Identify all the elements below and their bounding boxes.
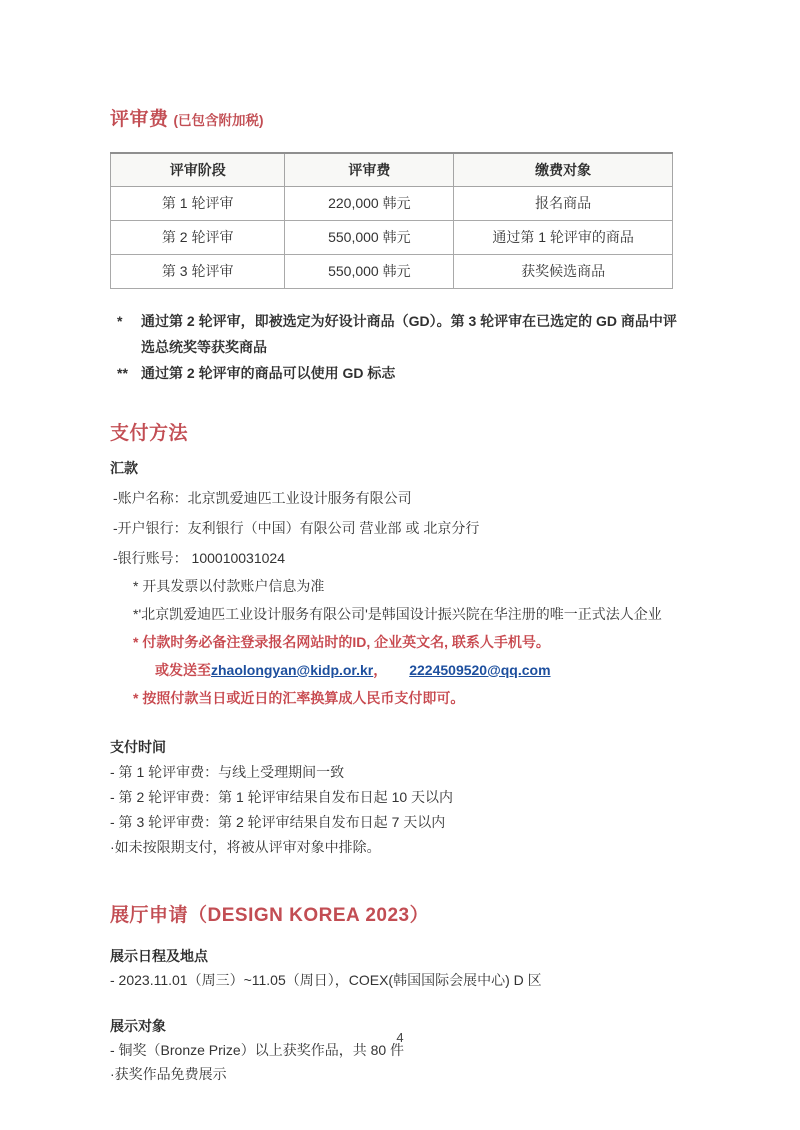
bank-line: -开户银行：友利银行（中国）有限公司 营业部 或 北京分行 — [113, 519, 480, 536]
email-prefix: 或发送至 — [155, 661, 211, 678]
table-cell: 220,000 韩元 — [285, 186, 454, 220]
footnote-gd-mark — [110, 360, 696, 386]
account-name-line: -账户名称：北京凯爱迪匹工业设计服务有限公司 — [113, 489, 412, 506]
review-fee-title-note: (已包含附加税) — [173, 112, 264, 128]
table-footnotes — [110, 308, 696, 386]
payment-time-label: 支付时间 — [110, 738, 166, 755]
footnote-text: 通过第 2 轮评审，即被选定为好设计商品（GD）。第 3 轮评审在已选定的 GD 商品中评 选总统奖等获奖商品 — [141, 312, 677, 355]
exhibition-free-note: ·获奖作品免费展示 — [110, 1065, 227, 1082]
table-header-stage: 评审阶段 — [111, 153, 285, 187]
exhibition-title: 展厅申请（DESIGN KOREA 2023） — [110, 904, 430, 926]
email-link-qq[interactable]: 2224509520@qq.com — [409, 661, 551, 678]
table-row — [111, 220, 673, 254]
table-header-row — [111, 153, 673, 187]
section-exhibition — [110, 906, 696, 1086]
invoice-note: * 开具发票以付款账户信息为准 — [133, 577, 325, 594]
table-cell: 第 3 轮评审 — [111, 254, 285, 288]
table-header-payer: 缴费对象 — [454, 153, 673, 187]
section-payment-method — [110, 424, 696, 707]
table-cell: 获奖候选商品 — [454, 254, 673, 288]
exhibition-schedule: - 2023.11.01（周三）~11.05（周日），COEX(韩国国际会展中心) D 区 — [110, 971, 542, 988]
remittance-label: 汇款 — [110, 459, 138, 476]
review-fee-table — [110, 152, 673, 289]
section-payment-time — [110, 735, 696, 860]
exhibition-target-label: 展示对象 — [110, 1017, 166, 1034]
table-row — [111, 254, 673, 288]
exhibition-target: - 铜奖（Bronze Prize）以上获奖作品，共 80 件 — [110, 1041, 405, 1058]
review-fee-title-text: 评审费 — [110, 108, 169, 130]
table-header-fee: 评审费 — [285, 153, 454, 187]
table-cell: 第 2 轮评审 — [111, 220, 285, 254]
footnote-marker: ** — [117, 364, 128, 381]
email-link-kidp[interactable]: zhaolongyan@kidp.or.kr — [211, 661, 374, 678]
email-separator: ， — [373, 661, 388, 678]
email-line — [110, 662, 696, 679]
document-page — [110, 0, 696, 1086]
payment-method-title: 支付方法 — [110, 422, 189, 444]
footnote-gd-selection — [110, 308, 696, 360]
account-number-line: -银行账号： 100010031024 — [113, 549, 285, 566]
payment-time-item-3: - 第 3 轮评审费：第 2 轮评审结果自发布日起 7 天以内 — [110, 813, 446, 830]
table-row — [111, 186, 673, 220]
table-cell: 报名商品 — [454, 186, 673, 220]
legal-entity-note: *'北京凯爱迪匹工业设计服务有限公司'是韩国设计振兴院在华注册的唯一正式法人企业 — [133, 605, 662, 622]
review-fee-title — [110, 110, 696, 131]
table-cell: 第 1 轮评审 — [111, 186, 285, 220]
exchange-rate-note: * 按照付款当日或近日的汇率换算成人民币支付即可。 — [133, 689, 465, 706]
payment-deadline-warning: ·如未按限期支付，将被从评审对象中排除。 — [110, 838, 381, 855]
table-cell: 通过第 1 轮评审的商品 — [454, 220, 673, 254]
table-cell: 550,000 韩元 — [285, 220, 454, 254]
page-number: 4 — [396, 1030, 404, 1045]
footnote-text: 通过第 2 轮评审的商品可以使用 GD 标志 — [141, 364, 396, 381]
payment-time-item-2: - 第 2 轮评审费：第 1 轮评审结果自发布日起 10 天以内 — [110, 788, 454, 805]
payment-time-item-1: - 第 1 轮评审费：与线上受理期间一致 — [110, 763, 345, 780]
footnote-marker: * — [117, 312, 123, 329]
table-cell: 550,000 韩元 — [285, 254, 454, 288]
exhibition-schedule-label: 展示日程及地点 — [110, 947, 208, 964]
payment-id-note: * 付款时务必备注登录报名网站时的ID, 企业英文名, 联系人手机号。 — [133, 633, 550, 650]
section-review-fee — [110, 110, 696, 386]
